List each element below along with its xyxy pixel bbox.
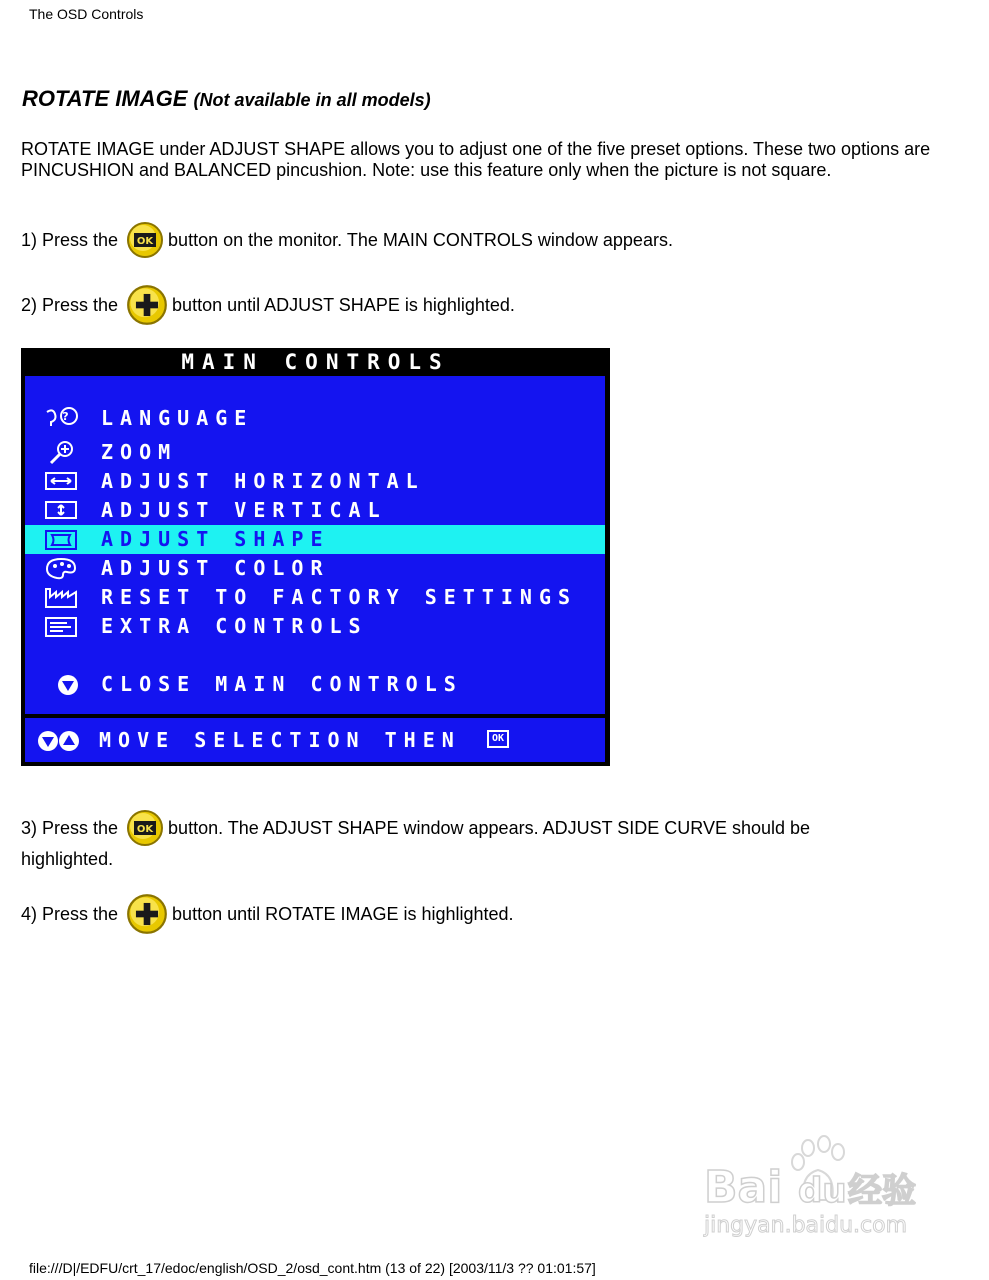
svg-text:Bai: Bai <box>704 1162 783 1213</box>
step-4-prefix: 4) Press the <box>21 903 119 924</box>
step-3-suffix: button. The ADJUST SHAPE window appears. ADJUST SIDE CURVE should be <box>168 817 811 838</box>
osd-item-label: ADJUST SHAPE <box>101 527 330 551</box>
ok-glyph: OK <box>136 236 154 247</box>
palette-icon <box>43 556 81 582</box>
step-3-prefix: 3) Press the <box>21 817 119 838</box>
language-icon <box>43 406 81 432</box>
osd-item-adjust-color <box>25 554 605 583</box>
zoom-icon <box>43 440 81 466</box>
plus-button-icon <box>126 893 168 935</box>
osd-title: MAIN CONTROLS <box>181 350 450 374</box>
step-4-suffix: button until ROTATE IMAGE is highlighted. <box>172 903 514 924</box>
svg-text:?: ? <box>62 410 76 423</box>
section-subtitle: (Not available in all models) <box>193 90 431 110</box>
step-3-continuation: highlighted. <box>21 849 114 869</box>
step-1-prefix: 1) Press the <box>21 229 119 250</box>
step-1-suffix: button on the monitor. The MAIN CONTROLS window appears. <box>168 229 673 250</box>
ok-glyph: OK <box>136 824 154 835</box>
osd-item-reset <box>25 583 605 612</box>
osd-item-adjust-horizontal <box>25 467 605 496</box>
factory-icon <box>43 585 81 611</box>
osd-item-label: CLOSE MAIN CONTROLS <box>101 672 463 696</box>
svg-text:jingyan.baidu.com: jingyan.baidu.com <box>704 1213 908 1238</box>
down-arrow-icon <box>55 672 93 698</box>
step-4 <box>21 893 514 935</box>
osd-footer-label: MOVE SELECTION THEN <box>99 728 461 752</box>
osd-main-controls-window <box>21 348 610 766</box>
intro-paragraph: ROTATE IMAGE under ADJUST SHAPE allows you to adjust one of the five preset options. These two options are PINCUSHION and BALANCED pincushion. Note: use this feature only when the picture is not square. <box>21 139 931 180</box>
step-1 <box>21 221 673 259</box>
list-icon <box>43 614 81 640</box>
osd-item-zoom <box>25 438 605 467</box>
osd-item-extra-controls <box>25 612 605 641</box>
vertical-icon <box>43 498 81 524</box>
osd-item-adjust-vertical <box>25 496 605 525</box>
step-3 <box>21 809 810 847</box>
step-2 <box>21 284 515 326</box>
osd-item-label: RESET TO FACTORY SETTINGS <box>101 585 578 609</box>
step-2-prefix: 2) Press the <box>21 294 119 315</box>
ok-box-icon: OK <box>487 730 509 748</box>
osd-item-adjust-shape <box>25 525 605 554</box>
baidu-watermark-logo <box>700 1130 940 1240</box>
page-header: The OSD Controls <box>29 6 144 22</box>
osd-item-label: ADJUST HORIZONTAL <box>101 469 425 493</box>
section-title <box>22 86 431 112</box>
horizontal-icon <box>43 469 81 495</box>
osd-item-label: ADJUST VERTICAL <box>101 498 387 522</box>
down-up-arrows-icon <box>37 728 81 754</box>
osd-item-label: ZOOM <box>101 440 178 464</box>
step-2-suffix: button until ADJUST SHAPE is highlighted. <box>172 294 515 315</box>
osd-item-close <box>25 670 605 699</box>
svg-text:经验: 经验 <box>848 1171 916 1211</box>
svg-text:du: du <box>798 1171 847 1211</box>
osd-item-label: LANGUAGE <box>101 406 254 430</box>
shape-icon <box>43 527 81 553</box>
osd-menu-panel <box>25 376 605 714</box>
ok-button-icon <box>126 809 164 847</box>
ok-button-icon <box>126 221 164 259</box>
osd-item-language <box>25 404 605 433</box>
osd-footer-row <box>25 726 605 755</box>
plus-button-icon <box>126 284 168 326</box>
section-title-text: ROTATE IMAGE <box>22 86 188 111</box>
osd-footer-panel <box>25 718 605 762</box>
page-footer-path: file:///D|/EDFU/crt_17/edoc/english/OSD_2/osd_cont.htm (13 of 22) [2003/11/3 ?? 01:01:57] <box>29 1260 596 1276</box>
osd-item-label: ADJUST COLOR <box>101 556 330 580</box>
osd-item-label: EXTRA CONTROLS <box>101 614 368 638</box>
